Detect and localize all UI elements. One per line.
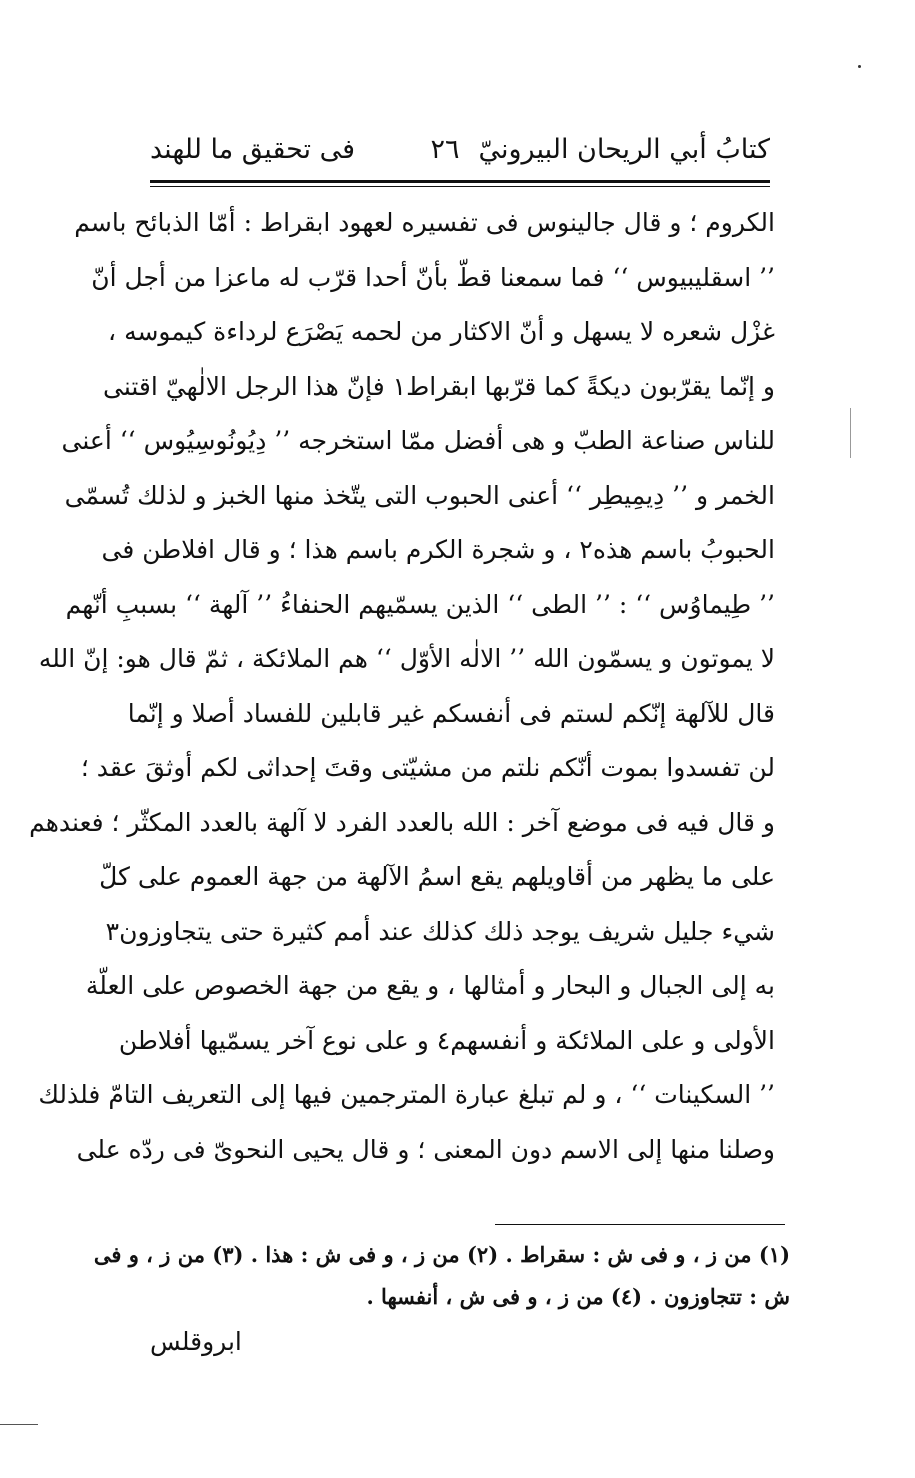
header-double-rule (150, 180, 770, 187)
footnote-rule (495, 1224, 785, 1225)
footnote-line: ش : تتجاوزون . (٤) من ز ، و فى ش ، أنفسها . (366, 1284, 790, 1309)
running-header (150, 126, 770, 174)
text-line: شيء جليل شريف يوجد ذلك كذلك عند أمم كثيرة حتى يتجاوزون٣ (105, 916, 775, 946)
catchword: ابروقلس (150, 1327, 242, 1356)
text-line: الأولى و على الملائكة و أنفسهم٤ و على نوع آخر يسمّيها أفلاطن (118, 1025, 775, 1055)
text-line: لن تفسدوا بموت أنّكم نلتم من مشيّتى وقتَ إحداثى لكم أوثقَ عقد ؛ (80, 753, 775, 782)
footnotes (93, 1234, 790, 1318)
text-line: الخمر و ’’ دِيمِيطِر ‘‘ أعنى الحبوب التى يتّخذ منها الخبز و لذلك تُسمّى (64, 480, 775, 510)
text-line: و قال فيه فى موضع آخر : الله بالعدد الفرد لا آلهة بالعدد المكثّر ؛ فعندهم (29, 807, 775, 837)
scan-edge-line (0, 1424, 38, 1425)
text-line: على ما يظهر من أقاويلهم يقع اسمُ الآلهة من جهة العموم على كلّ (99, 862, 775, 891)
text-line: للناس صناعة الطبّ و هى أفضل ممّا استخرجه ’’ دِيُونُوسِيُوس ‘‘ أعنى (61, 426, 775, 455)
header-book-title: كتابُ أبي الريحان البيرونيّ (478, 134, 770, 165)
text-line: وصلنا منها إلى الاسم دون المعنى ؛ و قال يحيى النحوىّ فى ردّه على (76, 1134, 775, 1164)
text-line: الكروم ؛ و قال جالينوس فى تفسيره لعهود ابقراط : أمّا الذبائح باسم (74, 208, 775, 237)
text-line: ’’ طِيماوُس ‘‘ : ’’ الطى ‘‘ الذين يسمّيهم الحنفاءُ ’’ آلهة ‘‘ بسببِ أنّهم (65, 589, 775, 619)
text-line: قال للآلهة إنّكم لستم فى أنفسكم غير قابلين للفساد أصلا و إنّما (127, 698, 775, 728)
header-page-number: ٢٦ (430, 134, 460, 165)
text-line: و إنّما يقرّبون ديكةً كما قرّبها ابقراط١ فإنّ هذا الرجل الالٰهيّ اقتنى (103, 371, 775, 401)
text-line: الحبوبُ باسم هذه٢ ، و شجرة الكرم باسم هذا ؛ و قال افلاطن فى (101, 535, 775, 564)
text-line: غزْل شعره لا يسهل و أنّ الاكثار من لحمه يَصْرَع لرداءة كيموسه ، (108, 317, 775, 346)
footnote-line: (١) من ز ، و فى ش : سقراط . (٢) من ز ، و فى ش : هذا . (٣) من ز ، و فى (93, 1242, 790, 1267)
header-section-title: فى تحقيق ما للهند (150, 134, 356, 165)
scan-speck (858, 65, 861, 68)
text-line: ’’ اسقليبيوس ‘‘ فما سمعنا قطّ بأنّ أحدا قرّب له ماعزا من أجل أنّ (91, 262, 775, 292)
scan-artifact-line (850, 408, 851, 458)
text-line: به إلى الجبال و البحار و أمثالها ، و يقع من جهة الخصوص على العلّة (85, 971, 775, 1000)
main-text (29, 196, 775, 1177)
text-line: لا يموتون و يسمّون الله ’’ الالٰه الأوّل ‘‘ هم الملائكة ، ثمّ قال هو: إنّ الله (38, 644, 775, 673)
text-line: ’’ السكينات ‘‘ ، و لم تبلغ عبارة المترجمين فيها إلى التعريف التامّ فلذلك (38, 1080, 775, 1109)
